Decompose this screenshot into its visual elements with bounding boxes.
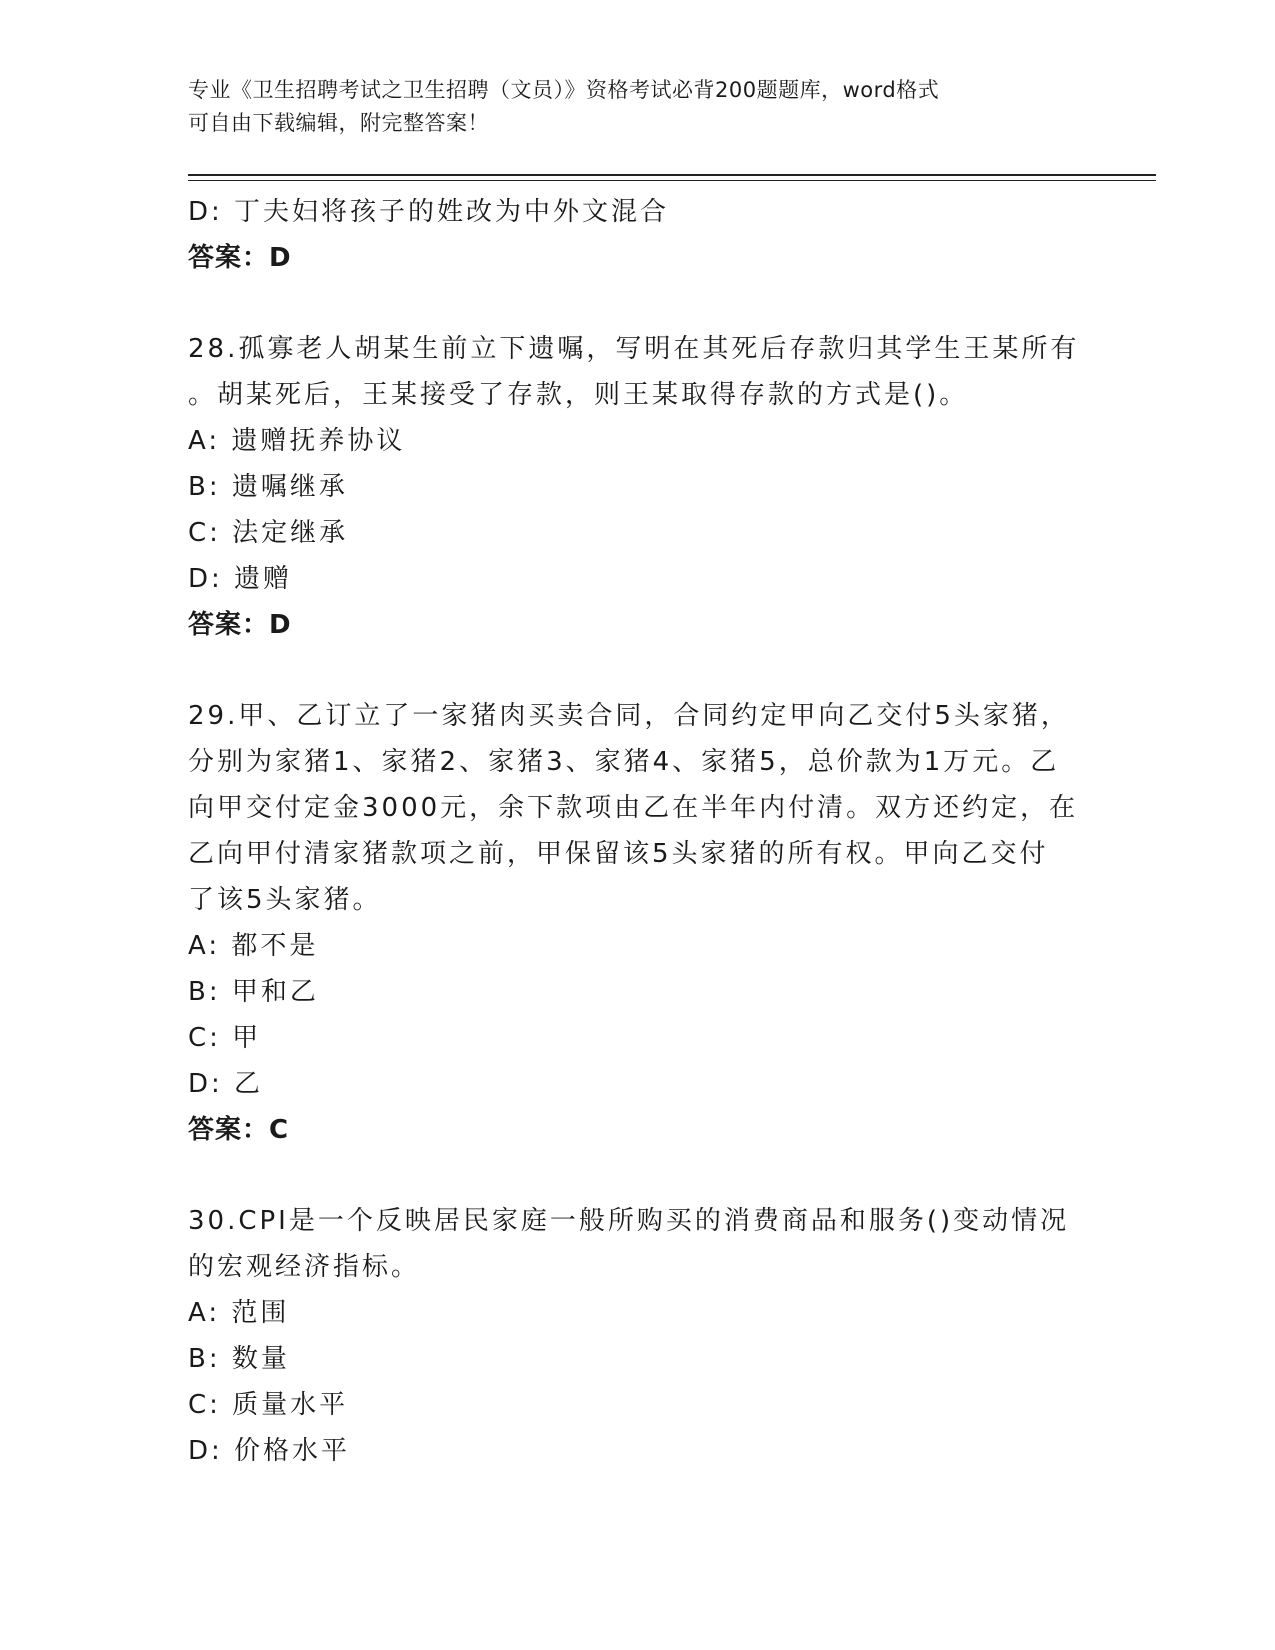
question-stem-line: 30.CPI是一个反映居民家庭一般所购买的消费商品和服务()变动情况	[188, 1206, 1070, 1236]
header-divider-thick	[188, 174, 1156, 176]
question-29	[188, 693, 1088, 1153]
option-b: B: 遗嘱继承	[188, 472, 348, 502]
option-b: B: 数量	[188, 1344, 290, 1374]
question-stem-line: 了该5头家猪。	[188, 885, 382, 915]
option-a: A: 遗赠抚养协议	[188, 426, 406, 456]
question-list	[188, 189, 1088, 1474]
question-stem-line: 向甲交付定金3000元，余下款项由乙在半年内付清。双方还约定，在	[188, 793, 1079, 823]
header-title-line-1: 专业《卫生招聘考试之卫生招聘（文员）》资格考试必背200题题库，word格式	[188, 78, 940, 102]
question-stem-line: 乙向甲付清家猪款项之前，甲保留该5头家猪的所有权。甲向乙交付	[188, 839, 1049, 869]
answer: 答案：D	[188, 243, 292, 273]
option-b: B: 甲和乙	[188, 977, 319, 1007]
option-d: D: 丁夫妇将孩子的姓改为中外文混合	[188, 197, 670, 227]
option-c: C: 法定继承	[188, 518, 349, 548]
question-stem-line: 。胡某死后，王某接受了存款，则王某取得存款的方式是()。	[188, 380, 969, 410]
answer: 答案：C	[188, 1115, 290, 1145]
option-d: D: 乙	[188, 1069, 264, 1099]
question-27-tail	[188, 189, 1088, 281]
question-30	[188, 1198, 1088, 1474]
header-divider-thin	[188, 180, 1156, 181]
option-a: A: 范围	[188, 1298, 290, 1328]
option-c: C: 甲	[188, 1023, 262, 1053]
spacer	[188, 648, 1088, 693]
spacer	[188, 1153, 1088, 1198]
answer: 答案：D	[188, 610, 292, 640]
document-header	[188, 74, 1068, 140]
option-c: C: 质量水平	[188, 1390, 349, 1420]
question-stem-line: 分别为家猪1、家猪2、家猪3、家猪4、家猪5，总价款为1万元。乙	[188, 747, 1060, 777]
option-d: D: 价格水平	[188, 1436, 351, 1466]
question-stem-line: 28.孤寡老人胡某生前立下遗嘱，写明在其死后存款归其学生王某所有	[188, 334, 1080, 364]
option-a: A: 都不是	[188, 931, 319, 961]
spacer	[188, 281, 1088, 326]
question-stem-line: 的宏观经济指标。	[188, 1252, 421, 1282]
question-stem-line: 29.甲、乙订立了一家猪肉买卖合同，合同约定甲向乙交付5头家猪，	[188, 701, 1070, 731]
question-28	[188, 326, 1088, 648]
option-d: D: 遗赠	[188, 564, 293, 594]
header-title-line-2: 可自由下载编辑，附完整答案！	[188, 111, 489, 135]
